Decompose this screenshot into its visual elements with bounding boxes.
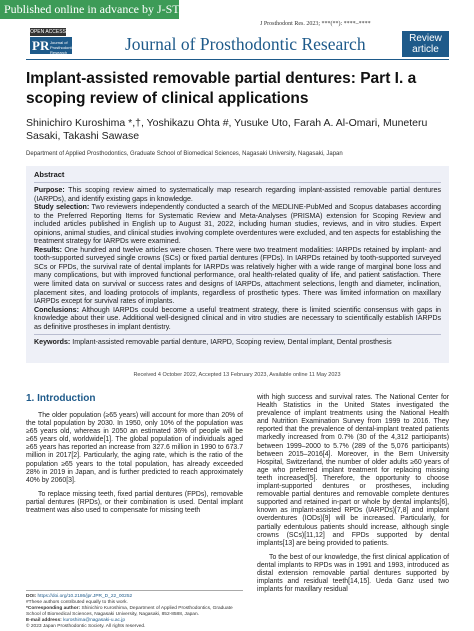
article-title: Implant-assisted removable partial dentures: Part I. a scoping review of clinical applications [26,70,417,107]
corr-label: *Corresponding author: [26,605,81,611]
intro-paragraph-1: The older population (≥65 years) will account for more than 20% of the total population by 2030. In 1950, only 10% of the population was ≥65 years old, whereas in 2050 an estimated 36% of people will be ≥65 years old, worldwide[1]. The global population of individuals aged ≥65 years has reported an increase from 327.6 million in 1990 to 673.7 million in 2017[2]. Particularly, the aging rate, which is the ratio of the population ≥65 years to the total population, has already exceeded 28% in 2019 in Japan, and is further predicted to reach approximately 40% by 2060[3]. [26,412,243,484]
published-online-banner: Published online in advance by J-STAGE [0,0,179,19]
keywords-text: Implant-assisted removable partial denture, IARPD, Scoping review, Dental implant, Dental prosthesis [72,338,392,347]
header-divider [26,59,449,60]
received-dates: Received 4 October 2022, Accepted 13 February 2023, Available online 11 May 2023 [133,372,341,378]
doi-label: DOI: [26,594,37,599]
footnote-divider [26,590,243,591]
pr-logo-subtitle: Journal of Prosthodontic Research [50,40,75,55]
conclusions-label: Conclusions: [34,305,79,314]
abstract-heading: Abstract [34,170,65,179]
abstract-box [26,166,449,363]
section-heading-introduction: 1. Introduction [26,393,96,404]
doi-link[interactable]: https://doi.org/10.2186/jpr.JPR_D_22_00252 [37,594,133,599]
journal-name: Journal of Prosthodontic Research [125,34,366,54]
pr-logo-mark [30,37,75,55]
keywords-line [34,338,441,347]
results-text: One hundred and twelve articles were chosen. There were two treatment modalities: IARPDs retained by implant- and tooth-supported surveyed single crowns (SCs) or fixed partial dentures (FPDs). In IARPDs retained by tooth-supported surveyed SCs or FPDs, the survival rate of dental implants for IARPDs was relatively higher with a wide range of marginal bone loss and many complications, but with improved functional performance, oral health-related quality of life, and patient satisfaction. There were limited data on survival or success rates and designs of IARPDs, attachment selections, length and diameter, inclination, placement sites, and loading protocols of implants, regardless of prosthetic types. There was limited information on maxillary IARPDs except for survival rates of implants. [34,245,441,306]
author-list: Shinichiro Kuroshima *,†, Yoshikazu Ohta #, Yusuke Uto, Farah A. Al-Omari, Muneteru Sasaki, Takashi Sawase [26,117,428,142]
journal-citation: J Prosthodont Res. 2023; ***(**): ****–**** [260,21,371,27]
equal-contribution-note: #These authors contributed equally to this work. [26,599,128,605]
article-type-badge [402,31,449,57]
keywords-divider [34,334,441,335]
abstract-purpose [34,186,441,203]
results-label: Results: [34,245,62,254]
purpose-label: Purpose: [34,186,65,194]
abstract-results [34,246,441,306]
abstract-divider [34,182,441,183]
study-label: Study selection: [34,203,90,212]
right-column [257,394,449,600]
affiliation: Department of Applied Prosthodontics, Graduate School of Biomedical Sciences, Nagasaki University, Nagasaki, Japan [26,151,343,157]
left-column [26,412,243,521]
email-link[interactable]: kuroshima@nagasaki-u.ac.jp [63,617,126,623]
intro-paragraph-4: To the best of our knowledge, the first clinical application of dental implants to RPDs was in 1991 and 1993, introduced as distal extension removable partial dentures supported by implants and residual teeth[14,15]. Ueda Ganz used two implants for maxillary residual [257,553,449,594]
pr-letters: PR [32,38,50,53]
keywords-label: Keywords: [34,338,71,347]
intro-paragraph-3: with high success and survival rates. The National Center for Health Statistics in the United States investigated the prevalence of implant treatments using the National Health and Nutrition Examination Survey from 1999 to 2016. They reported that the prevalence of dental-implant treated patients markedly increased from 0.7% (30 of the 4,312 participants) between 1999–2000 to 5.7% (289 of the 5,076 participants) between 2015–2016[4]. Moreover, in the Bern University Hospital, Switzerland, the number of older adults ≥60 years of age who preferred implant treatment for replacing missing teeth increased[5]. Therefore, the opportunity to choose implant-supported dentures or prostheses, including removable partial dentures and removable complete dentures supported and retained in-part or whole by dental implants[6], known as implant-assisted RPDs (IARPDs)[7,8] and implant overdentures (IODs)[9] will be increased. Particularly, for partially edentulous patients should increase, although single crowns (SCs)[11,12] and FPDs supported by dental implants[13] are being provided to patients. [257,394,449,547]
study-text: Two reviewers independently conducted a search of the MEDLINE-PubMed and Scopus databases according to the Preferred Reporting Items for Systematic Review and Meta-Analyses (PRISMA) extension for Scoping Review and included articles published in English up to August 31, 2022, including human studies, reviews, and in vitro studies. Expert opinions, animal studies, and clinical studies involving complete overdentures were excluded, and ten aspects for establishing the treatment strategy for IARPDs were examined. [34,203,441,246]
journal-logo [26,28,104,54]
footnotes [26,594,244,629]
conclusions-text: Although IARPDs could become a useful treatment strategy, there is limited scientific consensus with gaps in knowledge about their use. Additional well-designed clinical and in vitro studies are necessary to scientifically establish IARPDs as definitive prostheses in implant dentistry. [34,305,441,331]
corr-text: Shinichiro Kuroshima, Department of Applied Prosthodontics, Graduate School of Biomedical Sciences, Nagasaki University, Nagasaki, 852-8588, Japan. [26,605,233,617]
badge-line-2: article [412,44,439,55]
intro-paragraph-2: To replace missing teeth, fixed partial dentures (FPDs), removable partial dentures (RPDs), or their combination is used. Dental implant treatment was also used to compensate for missing teeth [26,490,243,515]
open-access-label: OPEN ACCESS [30,29,66,35]
purpose-text: This scoping review aimed to systematically map research regarding implant-assisted removable partial dentures (IARPDs), and identify existing gaps in knowledge. [34,186,442,203]
corresponding-author [26,606,244,618]
badge-line-1: Review [409,33,442,44]
email-label: E-mail address: [26,617,62,623]
abstract-conclusions [34,306,441,332]
abstract-study-selection [34,203,441,246]
copyright: © 2023 Japan Prosthodontic Society. All rights reserved. [26,623,146,629]
